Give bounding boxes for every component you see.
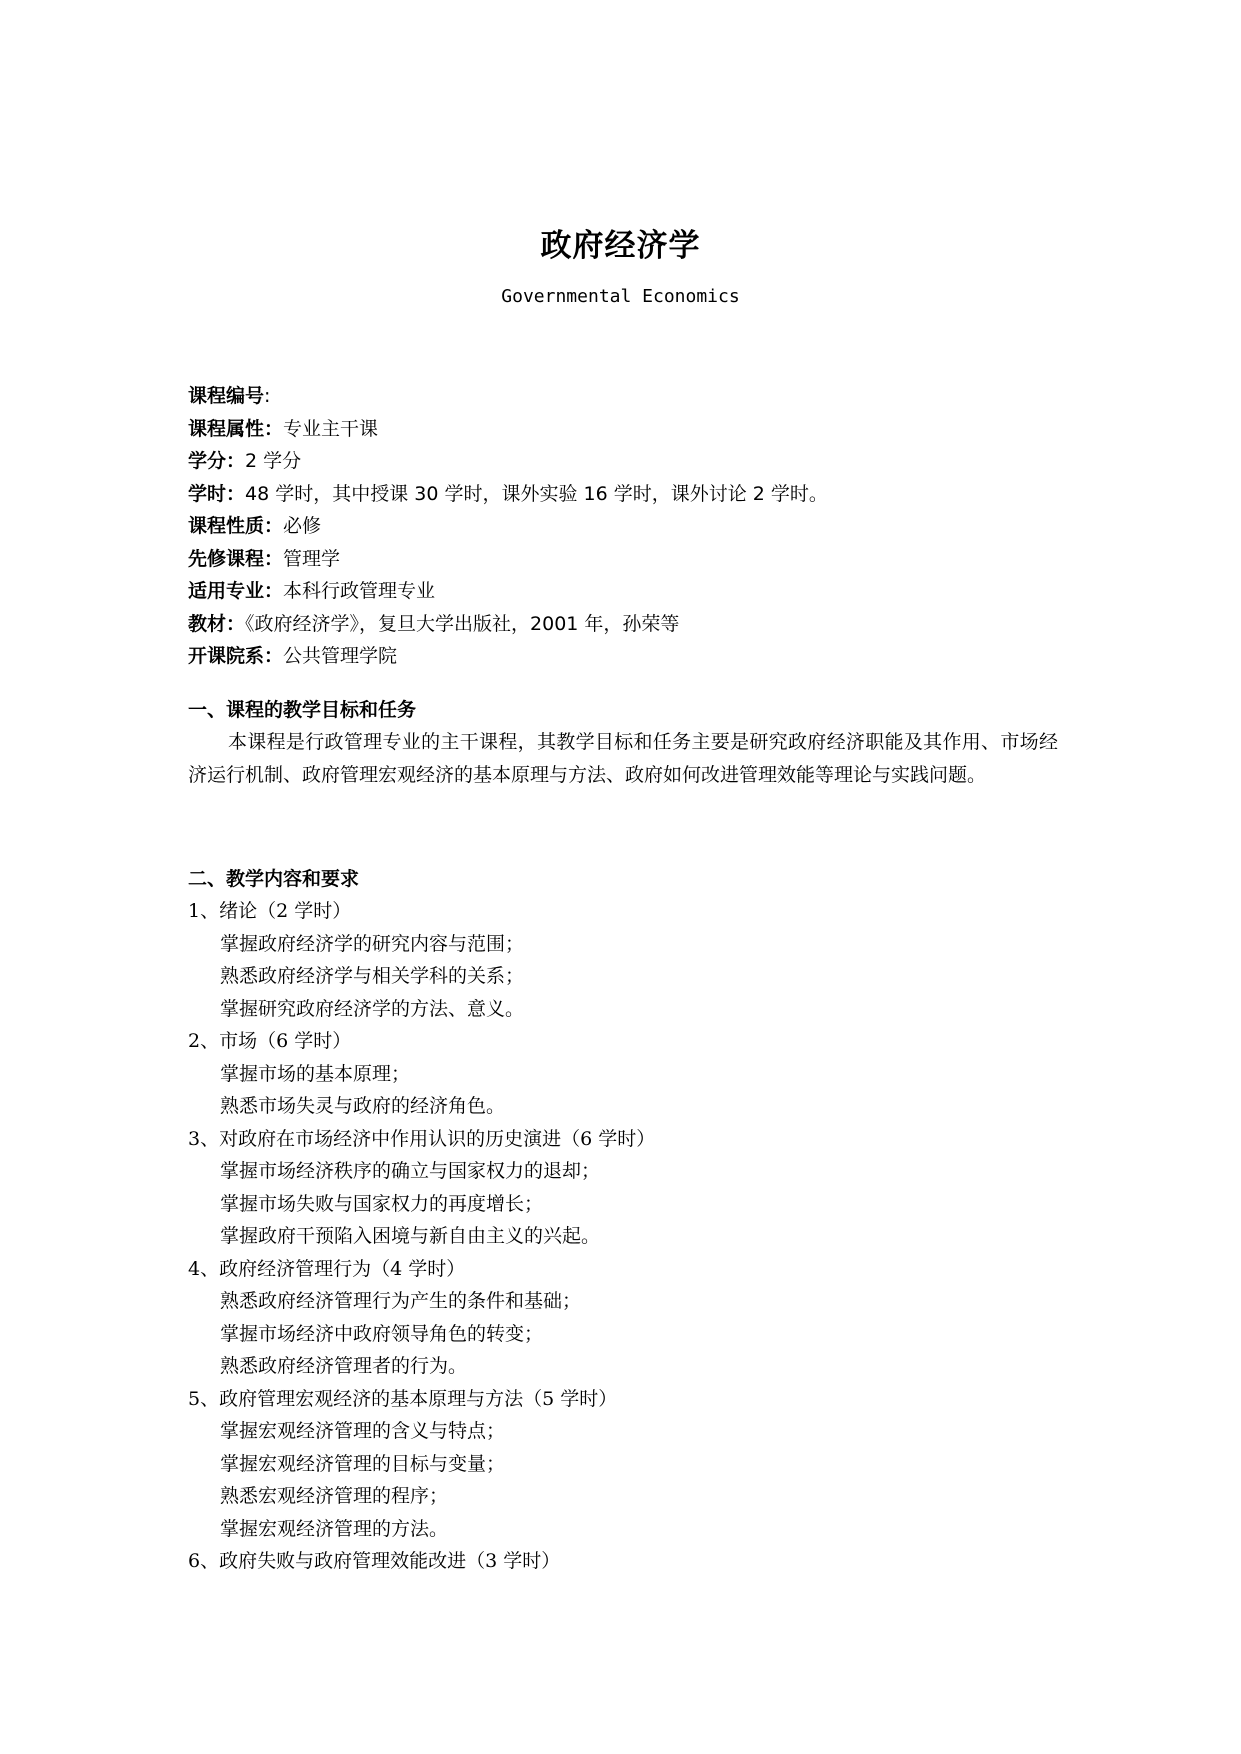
list-item-detail: 掌握宏观经济管理的目标与变量； — [220, 1452, 506, 1475]
info-label: 适用专业 — [188, 580, 265, 602]
document-title: 政府经济学 — [540, 228, 701, 264]
list-item-topic: 1、绪论（2 学时） — [188, 900, 352, 922]
list-item-topic: 4、政府经济管理行为（4 学时） — [188, 1257, 466, 1280]
list-item-topic: 2、市场（6 学时） — [188, 1030, 352, 1052]
info-sep: ： — [264, 580, 284, 602]
info-label: 学时 — [188, 482, 227, 505]
info-row-prerequisites — [188, 543, 1068, 576]
info-row-credits — [188, 445, 1068, 478]
content-list — [188, 895, 1058, 1578]
info-label: 课程属性 — [188, 417, 265, 440]
info-row-textbook — [188, 608, 1068, 641]
info-label: 课程性质 — [188, 515, 265, 537]
info-label: 课程编号 — [188, 385, 265, 407]
list-item-topic: 6、政府失败与政府管理效能改进（3 学时） — [188, 1550, 561, 1572]
list-item-detail: 掌握研究政府经济学的方法、意义。 — [220, 997, 525, 1020]
info-sep: ： — [264, 547, 284, 570]
info-value: 必修 — [283, 515, 322, 537]
section-heading: 一、课程的教学目标和任务 — [188, 699, 417, 721]
list-item-detail: 掌握市场经济秩序的确立与国家权力的退却； — [220, 1160, 601, 1182]
list-item-detail: 掌握市场的基本原理； — [220, 1062, 411, 1085]
list-item-detail: 掌握宏观经济管理的含义与特点； — [220, 1420, 506, 1442]
info-row-course-nature — [188, 510, 1068, 543]
section-heading: 二、教学内容和要求 — [188, 868, 360, 890]
document-subtitle: Governmental Economics — [501, 286, 740, 307]
info-value: 《政府经济学》，复旦大学出版社，2001 年，孙荣等 — [245, 612, 680, 635]
list-item-detail: 掌握宏观经济管理的方法。 — [220, 1517, 449, 1540]
list-item-detail: 熟悉政府经济学与相关学科的关系； — [220, 965, 525, 987]
info-row-applicable-major — [188, 575, 1068, 608]
list-item-detail: 熟悉宏观经济管理的程序； — [220, 1485, 449, 1507]
info-value: 48 学时，其中授课 30 学时，课外实验 16 学时，课外讨论 2 学时。 — [245, 482, 828, 505]
info-sep: : — [264, 385, 271, 407]
list-item-detail: 熟悉市场失灵与政府的经济角色。 — [220, 1095, 506, 1117]
course-info — [188, 380, 1068, 673]
info-sep: ： — [226, 482, 246, 505]
list-item-detail: 掌握政府干预陷入困境与新自由主义的兴起。 — [220, 1225, 601, 1247]
info-row-department — [188, 640, 1068, 673]
list-item-detail: 掌握市场经济中政府领导角色的转变； — [220, 1322, 544, 1345]
info-label: 先修课程 — [188, 547, 265, 570]
section-paragraph: 本课程是行政管理专业的主干课程，其教学目标和任务主要是研究政府经济职能及其作用、市场经济运行机制、政府管理宏观经济的基本原理与方法、政府如何改进管理效能等理论与实践问题。 — [188, 731, 1058, 786]
info-label: 开课院系 — [188, 645, 265, 667]
info-value: 专业主干课 — [283, 417, 379, 440]
info-value: 本科行政管理专业 — [283, 580, 436, 602]
list-item-topic: 5、政府管理宏观经济的基本原理与方法（5 学时） — [188, 1387, 618, 1410]
info-row-hours — [188, 478, 1068, 511]
section-objectives — [188, 694, 1058, 791]
section-content — [188, 863, 1058, 1578]
info-label: 教材 — [188, 612, 227, 635]
list-item-detail: 熟悉政府经济管理行为产生的条件和基础； — [220, 1290, 582, 1312]
list-item-topic: 3、对政府在市场经济中作用认识的历史演进（6 学时） — [188, 1127, 656, 1150]
info-sep: ： — [226, 612, 246, 635]
info-sep: ： — [226, 450, 246, 472]
info-sep: ： — [264, 417, 284, 440]
list-item-detail: 掌握市场失败与国家权力的再度增长； — [220, 1192, 544, 1215]
info-row-course-attribute — [188, 413, 1068, 446]
info-value: 2 学分 — [245, 450, 302, 472]
info-value: 公共管理学院 — [283, 645, 398, 667]
info-label: 学分 — [188, 450, 227, 472]
info-value: 管理学 — [283, 547, 341, 570]
info-row-course-code — [188, 380, 1068, 413]
list-item-detail: 熟悉政府经济管理者的行为。 — [220, 1355, 468, 1377]
info-sep: ： — [264, 645, 284, 667]
list-item-detail: 掌握政府经济学的研究内容与范围； — [220, 932, 525, 955]
info-sep: ： — [264, 515, 284, 537]
